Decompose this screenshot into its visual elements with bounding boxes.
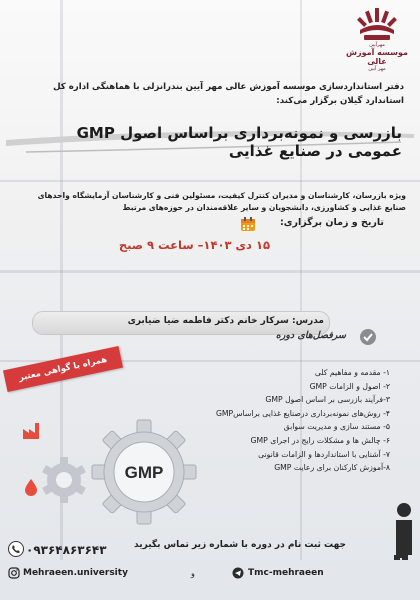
- institute-logo: [342, 6, 412, 74]
- list-item: ۸-آموزش کارکنان برای رعایت GMP: [274, 463, 390, 473]
- instagram-handle: Mehraeen.university: [23, 568, 128, 578]
- logo-tag: مهرآیین: [369, 42, 385, 48]
- footer-bar: [0, 560, 420, 600]
- list-item: ۶- چالش ها و مشکلات رایج در اجرای GMP: [250, 435, 390, 445]
- factory-icon: [22, 420, 44, 440]
- drop-icon: [24, 478, 38, 496]
- gmp-label: GMP: [124, 463, 164, 482]
- schedule-value: ۱۵ دی ۱۴۰۳– ساعت ۹ صبح: [118, 238, 270, 252]
- list-item: ۴- روش‌های نمونه‌برداری درصنایع غذایی براساسGMP: [215, 408, 390, 418]
- separator-text: و: [191, 569, 195, 578]
- list-item: ۱- مقدمه و مفاهیم کلی: [314, 368, 390, 377]
- list-item: ۲- اصول و الزامات GMP: [309, 381, 390, 391]
- organizer-text: دفتر استانداردسازی موسسه آموزش عالی مهر آیین بندرانزلی با هماهنگی اداره کل استاندارد گیلان برگزار می‌کند:: [53, 82, 404, 106]
- logo-name: موسسه آموزش عالی: [346, 48, 408, 66]
- schedule-label: تاریخ و زمان برگزاری:: [279, 217, 384, 228]
- small-gear-icon: [40, 456, 88, 504]
- certificate-badge: همراه با گواهی معتبر: [3, 346, 123, 392]
- background-beam: [0, 180, 420, 182]
- logo-mark-icon: [354, 6, 400, 42]
- phone-icon: [8, 541, 24, 557]
- outline-label: سرفصل‌های دوره: [275, 330, 346, 341]
- list-item: ۷- آشنایی با استانداردها و الزامات قانونی: [258, 449, 390, 459]
- list-item: ۵- مستند سازی و مدیریت سوابق: [283, 422, 390, 432]
- list-item: ۳-فرآیند بازرسی بر اساس اصول GMP: [265, 395, 390, 405]
- instagram-icon: [8, 567, 20, 579]
- logo-subtitle: مهر آیین: [368, 66, 386, 72]
- instagram-link[interactable]: [8, 567, 128, 579]
- page-title: بازرسی و نمونه‌برداری براساس اصول GMP عمومی در صنایع غذایی: [76, 124, 402, 160]
- telegram-link[interactable]: [232, 567, 324, 579]
- telegram-icon: [232, 567, 244, 579]
- phone-number[interactable]: ۰۹۳۶۴۸۶۳۶۴۳: [26, 543, 107, 557]
- calendar-icon: [240, 216, 256, 232]
- check-icon: [360, 329, 376, 345]
- register-text: جهت ثبت نام در دوره با شماره زیر تماس بگیرید: [134, 540, 346, 550]
- audience-text: ویژه بازرسان، کارشناسان و مدیران کنترل کیفیت، مسئولین فنی و کارشناسان آزمایشگاه واحدهای صنایع غذایی و کشاورزی، دانشجویان و سایر علاقه‌مندان در حوزه‌های مرتبط: [37, 191, 406, 212]
- topics-list: [170, 366, 390, 475]
- background-beam: [0, 270, 420, 273]
- teacher-name: مدرس: سرکار خانم دکتر فاطمه ضیا ضیابری: [127, 316, 324, 326]
- telegram-handle: Tmc-mehraeen: [248, 568, 324, 578]
- gmp-gear-icon: [90, 418, 198, 526]
